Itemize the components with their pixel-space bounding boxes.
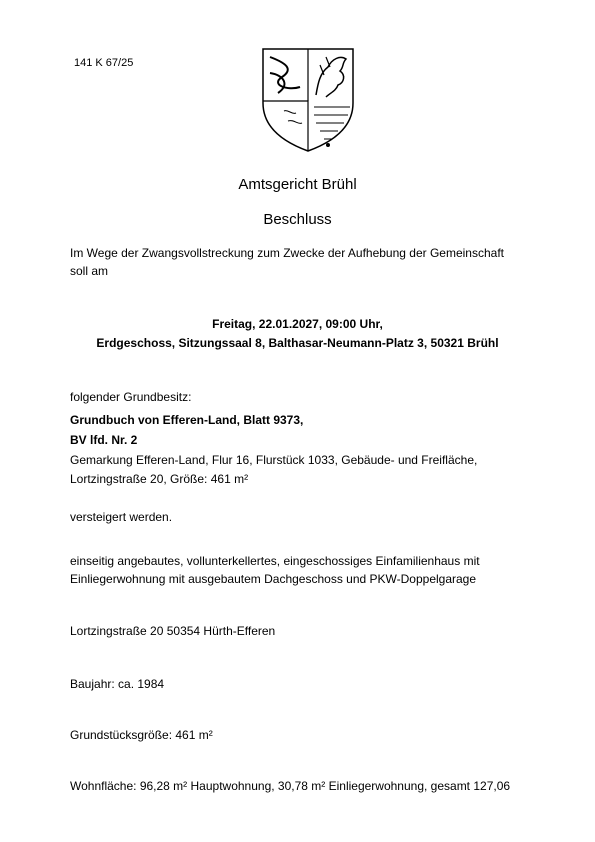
termin-date: Freitag, 22.01.2027, 09:00 Uhr, [212,317,383,331]
description-line-1: einseitig angebautes, vollunterkellertes, eingeschossiges Einfamilienhaus mit [70,554,480,568]
intro-line-1: Im Wege der Zwangsvollstreckung zum Zwecke der Aufhebung der Gemeinschaft [70,246,504,260]
description-line-2: Einliegerwohnung mit ausgebautem Dachgeschoss und PKW-Doppelgarage [70,572,477,586]
versteigert-line: versteigert werden. [70,510,173,524]
gemarkung-line: Gemarkung Efferen-Land, Flur 16, Flurstück 1033, Gebäude- und Freifläche, [70,453,478,467]
street-size-line: Lortzingstraße 20, Größe: 461 m² [70,472,249,486]
termin-place: Erdgeschoss, Sitzungssaal 8, Balthasar-Neumann-Platz 3, 50321 Brühl [96,336,499,350]
intro-line-2: soll am [70,264,109,278]
grundbuch-line: Grundbuch von Efferen-Land, Blatt 9373, [70,413,304,427]
living-area-line: Wohnfläche: 96,28 m² Hauptwohnung, 30,78 m² Einliegerwohnung, gesamt 127,06 [70,779,511,793]
bv-line: BV lfd. Nr. 2 [70,433,138,447]
coat-of-arms-icon [258,45,358,153]
address-line: Lortzingstraße 20 50354 Hürth-Efferen [70,624,276,638]
plot-size-line: Grundstücksgröße: 461 m² [70,728,213,742]
case-number: 141 K 67/25 [74,57,134,69]
grundbesitz-label: folgender Grundbesitz: [70,390,192,404]
document-title: Beschluss [263,211,332,228]
baujahr-line: Baujahr: ca. 1984 [70,677,165,691]
court-name: Amtsgericht Brühl [238,176,357,193]
